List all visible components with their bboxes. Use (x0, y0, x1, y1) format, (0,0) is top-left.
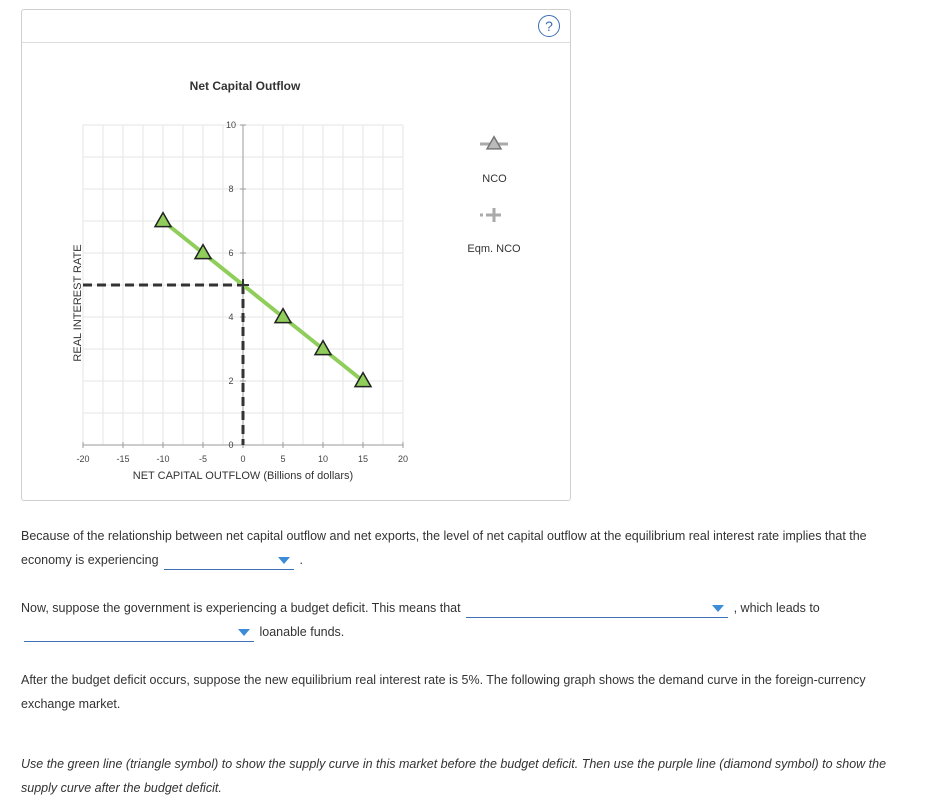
chevron-down-icon (712, 605, 724, 612)
y-tick-label: 2 (228, 376, 234, 386)
question-1-end: . (299, 553, 304, 567)
nco-point-triangle (155, 213, 171, 227)
chart-title: Net Capital Outflow (189, 79, 301, 93)
chevron-down-icon (278, 557, 290, 564)
question-3: After the budget deficit occurs, suppose the new equilibrium real interest rate is 5%. The following graph shows the demand curve in the foreign-currency exchange market. (21, 673, 866, 711)
q2-dropdown-1[interactable] (466, 599, 728, 618)
question-2 (21, 596, 916, 644)
x-tick-label: -20 (76, 454, 90, 464)
y-tick-label: 4 (228, 312, 234, 322)
help-button[interactable]: ? (538, 15, 560, 37)
x-tick-label: -15 (116, 454, 130, 464)
x-tick-label: 0 (240, 454, 246, 464)
graph-panel (21, 9, 571, 501)
y-tick-label: 6 (228, 248, 234, 258)
question-1 (21, 524, 916, 572)
question-2-text: Now, suppose the government is experiencing a budget deficit. This means that (21, 601, 461, 615)
nco-chart[interactable] (22, 10, 570, 500)
legend-nco-label: NCO (482, 173, 507, 185)
x-tick-label: 20 (397, 454, 409, 464)
x-axis-label: NET CAPITAL OUTFLOW (Billions of dollars) (132, 470, 354, 482)
question-2-end: loanable funds. (259, 625, 345, 639)
x-tick-label: 15 (357, 454, 369, 464)
y-tick-label: 8 (228, 184, 234, 194)
legend-eqm-label: Eqm. NCO (467, 243, 521, 255)
chevron-down-icon (238, 629, 250, 636)
question-1-text: Because of the relationship between net capital outflow and net exports, the level of net capital outflow at the equilibrium real interest rate implies that the economy is experiencing (21, 529, 867, 567)
x-tick-label: 5 (280, 454, 286, 464)
q2-dropdown-2[interactable] (24, 623, 254, 642)
y-axis-label: REAL INTEREST RATE (72, 244, 84, 362)
y-tick-label: 0 (228, 440, 234, 450)
y-tick-label: 10 (225, 120, 237, 130)
x-tick-label: -5 (198, 454, 208, 464)
question-4: Use the green line (triangle symbol) to show the supply curve in this market before the budget deficit. Then use the purple line (diamond symbol) to show the supply curve after the budget deficit. (21, 757, 887, 795)
question-2-mid: , which leads to (733, 601, 820, 615)
x-tick-label: 10 (317, 454, 329, 464)
x-tick-label: -10 (156, 454, 170, 464)
q1-dropdown[interactable] (164, 551, 294, 570)
